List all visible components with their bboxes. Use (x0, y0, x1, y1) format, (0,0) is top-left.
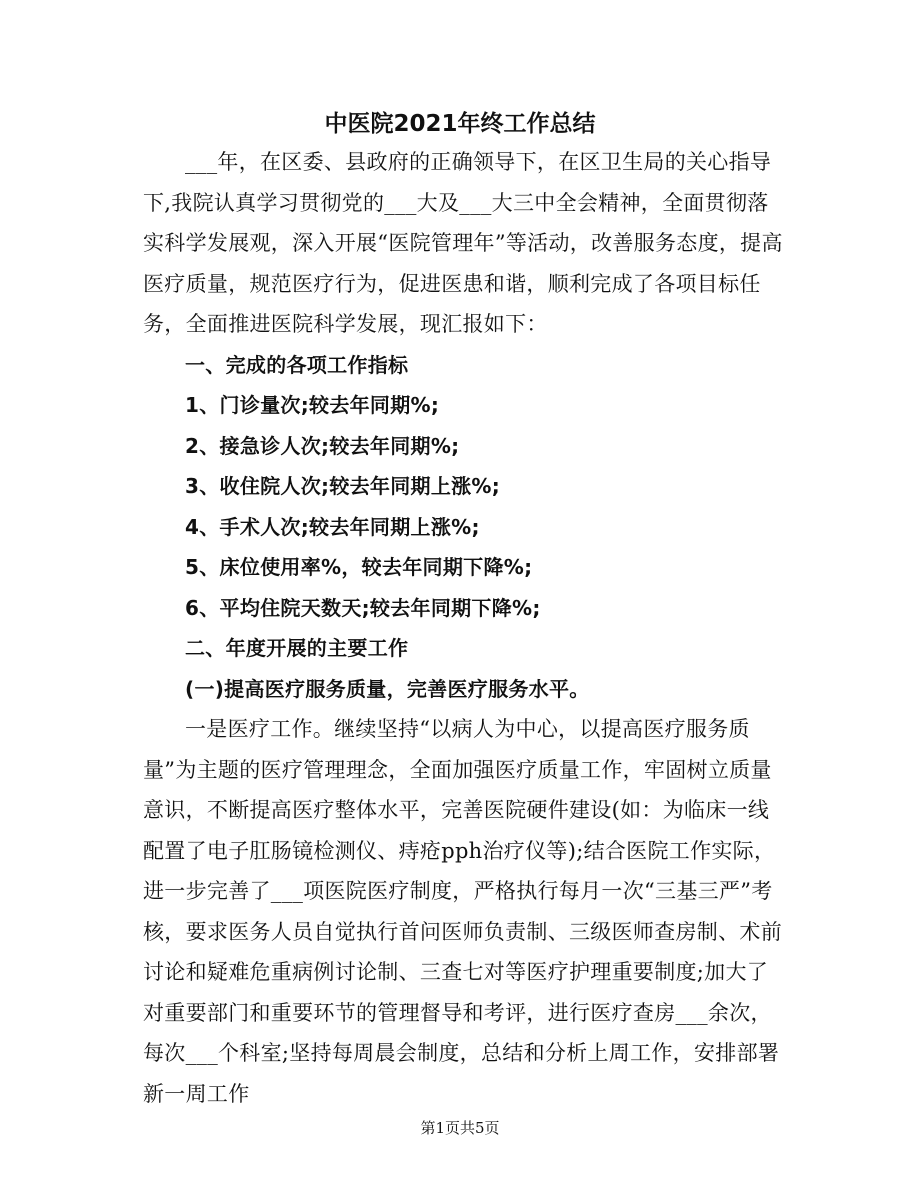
page-number: 第1页共5页 (420, 1119, 500, 1137)
document-body (143, 142, 783, 1114)
section-heading-1: 一、完成的各项工作指标 (185, 352, 409, 377)
subsection-heading-1: (一)提高医疗服务质量，完善医疗服务水平。 (185, 676, 590, 701)
indicator-item-6: 6、平均住院天数天;较去年同期下降%; (185, 595, 541, 620)
intro-paragraph: ___年，在区委、县政府的正确领导下，在区卫生局的关心指导下,我院认真学习贯彻党的___大及___大三中全会精神，全面贯彻落实科学发展观，深入开展“医院管理年”等活动，改善服务态度，提高医疗质量，规范医疗行为，促进医患和谐，顺利完成了各项目标任务，全面推进医院科学发展，现汇报如下： (143, 150, 783, 336)
indicator-item-4: 4、手术人次;较去年同期上涨%; (185, 514, 480, 539)
indicator-item-2: 2、接急诊人次;较去年同期%; (185, 433, 460, 458)
body-paragraph-1: 一是医疗工作。继续坚持“以病人为中心，以提高医疗服务质量”为主题的医疗管理理念，全面加强医疗质量工作，牢固树立质量意识，不断提高医疗整体水平，完善医院硬件建设(如：为临床一线配置了电子肛肠镜检测仪、痔疮pph治疗仪等);结合医院工作实际，进一步完善了___项医院医疗制度，严格执行每月一次“三基三严”考核，要求医务人员自觉执行首问医师负责制、三级医师查房制、术前讨论和疑难危重病例讨论制、三查七对等医疗护理重要制度;加大了对重要部门和重要环节的管理督导和考评，进行医疗查房___余次，每次___个科室;坚持每周晨会制度，总结和分析上周工作，安排部署新一周工作 (143, 717, 782, 1106)
indicator-item-1: 1、门诊量次;较去年同期%; (185, 393, 440, 417)
section-heading-2: 二、年度开展的主要工作 (185, 636, 409, 660)
document-title: 中医院2021年终工作总结 (324, 111, 596, 137)
indicator-item-5: 5、床位使用率%，较去年同期下降%; (185, 555, 533, 579)
indicator-item-3: 3、收住院人次;较去年同期上涨%; (185, 474, 501, 498)
